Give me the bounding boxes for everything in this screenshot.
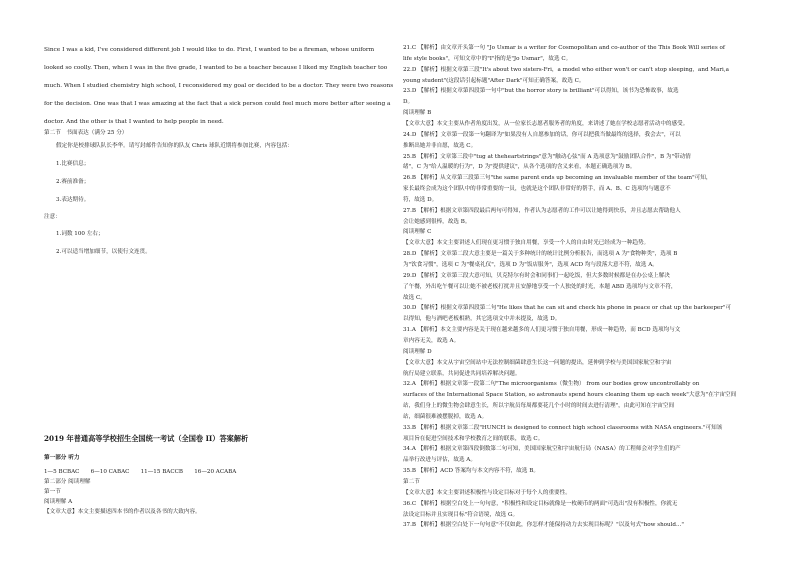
- explanation-line: life style books"，可知文章中的"I"指的是"Jo Usmar"，故选 C。: [403, 55, 572, 62]
- explanation-line: 航行局建立联系，共同促进共同培养解决问题。: [403, 370, 521, 377]
- explanation-line: 23.D 【解析】根据文章第四段第一句中"but the horror story is brilliant"可以得知，该书为恐怖故事，故选: [403, 88, 679, 95]
- explanation-line: 章内容无关，故选 A。: [403, 337, 460, 344]
- explanation-line: 36.C 【解析】根据空白处上一句句意，"积极性和设定目标就像是一枚硬币的两面"可选出"没有积极性，你就无: [403, 500, 678, 507]
- essay-line: doctor. And the other is that I wanted to help people in need.: [44, 119, 224, 125]
- writing-item: 2.赛前准备；: [56, 179, 90, 185]
- answer-section: 第一部分 听力: [44, 455, 80, 461]
- explanation-line: 22.D 【解析】根据文章第三段"It's about two sisters-Fri，a model who either won't or can't stop sleeping，and Mari,a: [403, 66, 729, 73]
- explanation-line: D。: [403, 99, 414, 106]
- note-item: 1.词数 100 左右；: [56, 231, 104, 237]
- answer-subsection: 阅读理解 A: [44, 499, 73, 505]
- explanation-line: 阅读理解 D: [403, 348, 432, 355]
- explanation-line: 25.B 【解析】文章第三段中"tug at theheartstrings"意为"触动心弦"而 A 选项意为"鼓励团队合作"，B 为"带动情: [403, 153, 691, 160]
- explanation-line: 【文章大意】本文主要从作者角度出发，从一位家长志愿者服务者的角度，来讲述了她在学校志愿者活动中的感受。: [403, 121, 689, 127]
- explanation-line: 第二节: [403, 479, 420, 485]
- explanation-line: surfaces of the International Space Station, so astronauts spend hours cleaning them up each week"大意为"在宇宙空间: [403, 392, 737, 399]
- writing-item: 3.表达期待。: [56, 197, 90, 203]
- explanation-line: 会让她感到很棒，故选 B。: [403, 218, 471, 225]
- answer-title: 2019 年普通高等学校招生全国统一考试（全国卷 II）答案解析: [44, 434, 249, 443]
- explanation-line: 29.D 【解析】文章第三段大意可知，贝克特尔有时会和同事们一起吃饭，但大多数时候都是在办公桌上解决: [403, 272, 670, 279]
- essay-line: Since I was a kid, I've considered different job I would like to do. First, I wanted to be a fireman, whose uniform: [44, 47, 375, 53]
- section-heading: 第二节 书面表达（满分 25 分）: [44, 130, 128, 136]
- writing-prompt: 假定你是校排球队队长李华。请写封邮件告知你的队友 Chris 球队近期将参加比赛，内容包括：: [56, 143, 293, 149]
- explanation-line: 推断出她并非自愿，故选 C。: [403, 142, 477, 149]
- explanation-line: 阅读理解 B: [403, 110, 432, 117]
- explanation-line: 31.A 【解析】本文主要内容是关于现在越来越多的人们更习惯于独自用餐，形成一种趋势，而 BCD 选项均与文: [403, 327, 681, 334]
- explanation-line: 了午餐，外出吃午餐可以让她不被老板打扰并且安静地享受一个人独处的时光，本题 ABD 选项均与文章不符，: [403, 283, 677, 290]
- writing-item: 1.比赛信息；: [56, 161, 90, 167]
- explanation-line: 27.B 【解析】根据文章第四段最后两句可得知，作者认为志愿者的工作可以让她得到快乐，并且志愿去帮助他人: [403, 207, 681, 214]
- explanation-line: 站，细菌很难被摆脱掉，故选 A。: [403, 413, 488, 420]
- explanation-line: 33.B 【解析】根据文章第二段"HUNCH is designed to connect high school classrooms with NASA engineers."可知该: [403, 424, 723, 431]
- explanation-line: 符，故选 D。: [403, 196, 438, 203]
- explanation-line: 37.B 【解析】根据空白处下一句句意"不仅如此，你怎样才能保持动力去实现目标呢？"以及句式"how should...": [403, 522, 684, 529]
- explanation-line: 绪"，C 为"给人温暖的行为"，D 为"提供建议"，从各个选项的含义来看，本题正确选项为 B。: [403, 164, 636, 171]
- explanation-line: 为"饮食习惯"，选项 C 为"餐桌礼仪"，选项 D 为"饭店服务"，选项 ACD 均与段落大意不符，故选 A。: [403, 262, 658, 268]
- explanation-line: 阅读理解 C: [403, 229, 432, 236]
- explanation-line: 26.B 【解析】从文章第三段第三句"the same parent ends up becoming an invaluable member of the team"可知，: [403, 175, 712, 182]
- explanation-line: 【文章大意】本文从宇宙空间站中无法控制细菌肆意生长这一问题的提出，延伸到学校与美国国家航空和宇宙: [403, 359, 672, 366]
- explanation-line: 以得知，他与酒吧老板相熟，其它选项文中并未提及，故选 D。: [403, 316, 561, 323]
- explanation-line: 30.D 【解析】根据文章第四段第二句"He likes that he can sit and check his phone in peace or chat up the barkeeper"可: [403, 305, 732, 312]
- essay-line: for the decision. One was that I was amazing at the fact that a sick person could feel much more better after seeing a: [44, 101, 391, 107]
- answer-key: 1—5 BCBAC 6—10 CABAC 11—15 BACCB 16—20 ACABA: [44, 469, 237, 475]
- explanation-line: 【文章大意】本文主要讲述人们现在更习惯于独自用餐，享受一个人的自由时光已经成为一种趋势。: [403, 240, 650, 247]
- explanation-line: 品举行改进与评估，故选 A。: [403, 457, 476, 464]
- explanation-line: 站，我们身上的微生物会肆意生长，所以宇航员每周都要花几个小时的时间去进行清理"，由此可知在宇宙空间: [403, 403, 675, 410]
- explanation-line: 21.C 【解析】由文章开头第一句 "Jo Usmar is a writer for Cosmopolitan and co-author of the This Book Will series of: [403, 45, 725, 51]
- explanation-line: 28.D 【解析】文章第二段大意主要是一篇关于多种统计的统计比例分析报告，而选项 A 为"食物种类"，选项 B: [403, 251, 678, 258]
- explanation-line: 故选 C。: [403, 294, 426, 301]
- explanation-line: 24.D 【解析】文章第一段第一句翻译为"如果没有人自愿参加的话，你可以把我当做最终的选择，我会去"，可以: [403, 131, 681, 138]
- notes-heading: 注意：: [44, 214, 61, 220]
- explanation-line: 【文章大意】本文主要讲述积极性与设定目标对于每个人的重要性。: [403, 489, 571, 496]
- answer-summary: 【文章大意】本文主要描述四本书的作者以及各书的大致内容。: [44, 509, 201, 515]
- answer-section: 第二部分 阅读理解: [44, 479, 91, 485]
- explanation-line: 32.A 【解析】根据文章第一段第二句"The microorganisms（微生物） from our bodies grow uncontrollably on: [403, 381, 700, 388]
- answer-subsection: 第一节: [44, 489, 61, 495]
- note-item: 2.可以适当增加细节，以使行文连贯。: [56, 249, 151, 255]
- essay-line: much. When I studied chemistry high school, I reconsidered my goal or decided to be a doctor. They were two reasons: [44, 83, 394, 89]
- essay-line: looked so coolly. Then, when I was in the five grade, I wanted to be a teacher because I liked my English teacher too: [44, 65, 388, 71]
- explanation-line: 35.B 【解析】ACD 答案均与本文内容不符，故选 B。: [403, 468, 539, 475]
- explanation-line: young student"(这段话引起标题"After Dark"可知正确答案，故选 C。: [403, 77, 585, 84]
- explanation-line: 法设定目标并且实现目标"符合语境，故选 G。: [403, 511, 519, 518]
- explanation-line: 家长最终会成为这个团队中的非常重要的一员，也就是这个团队非常好的帮手，而 A、B、C 选项均与题意不: [403, 186, 671, 192]
- explanation-line: 34.A 【解析】根据文章第四段倒数第二句可知，美国国家航空和宇宙航行局（NASA）的工程师会对学生们的产: [403, 446, 681, 453]
- explanation-line: 项目旨在促进空间技术和学校教育之间的联系，故选 C。: [403, 435, 544, 442]
